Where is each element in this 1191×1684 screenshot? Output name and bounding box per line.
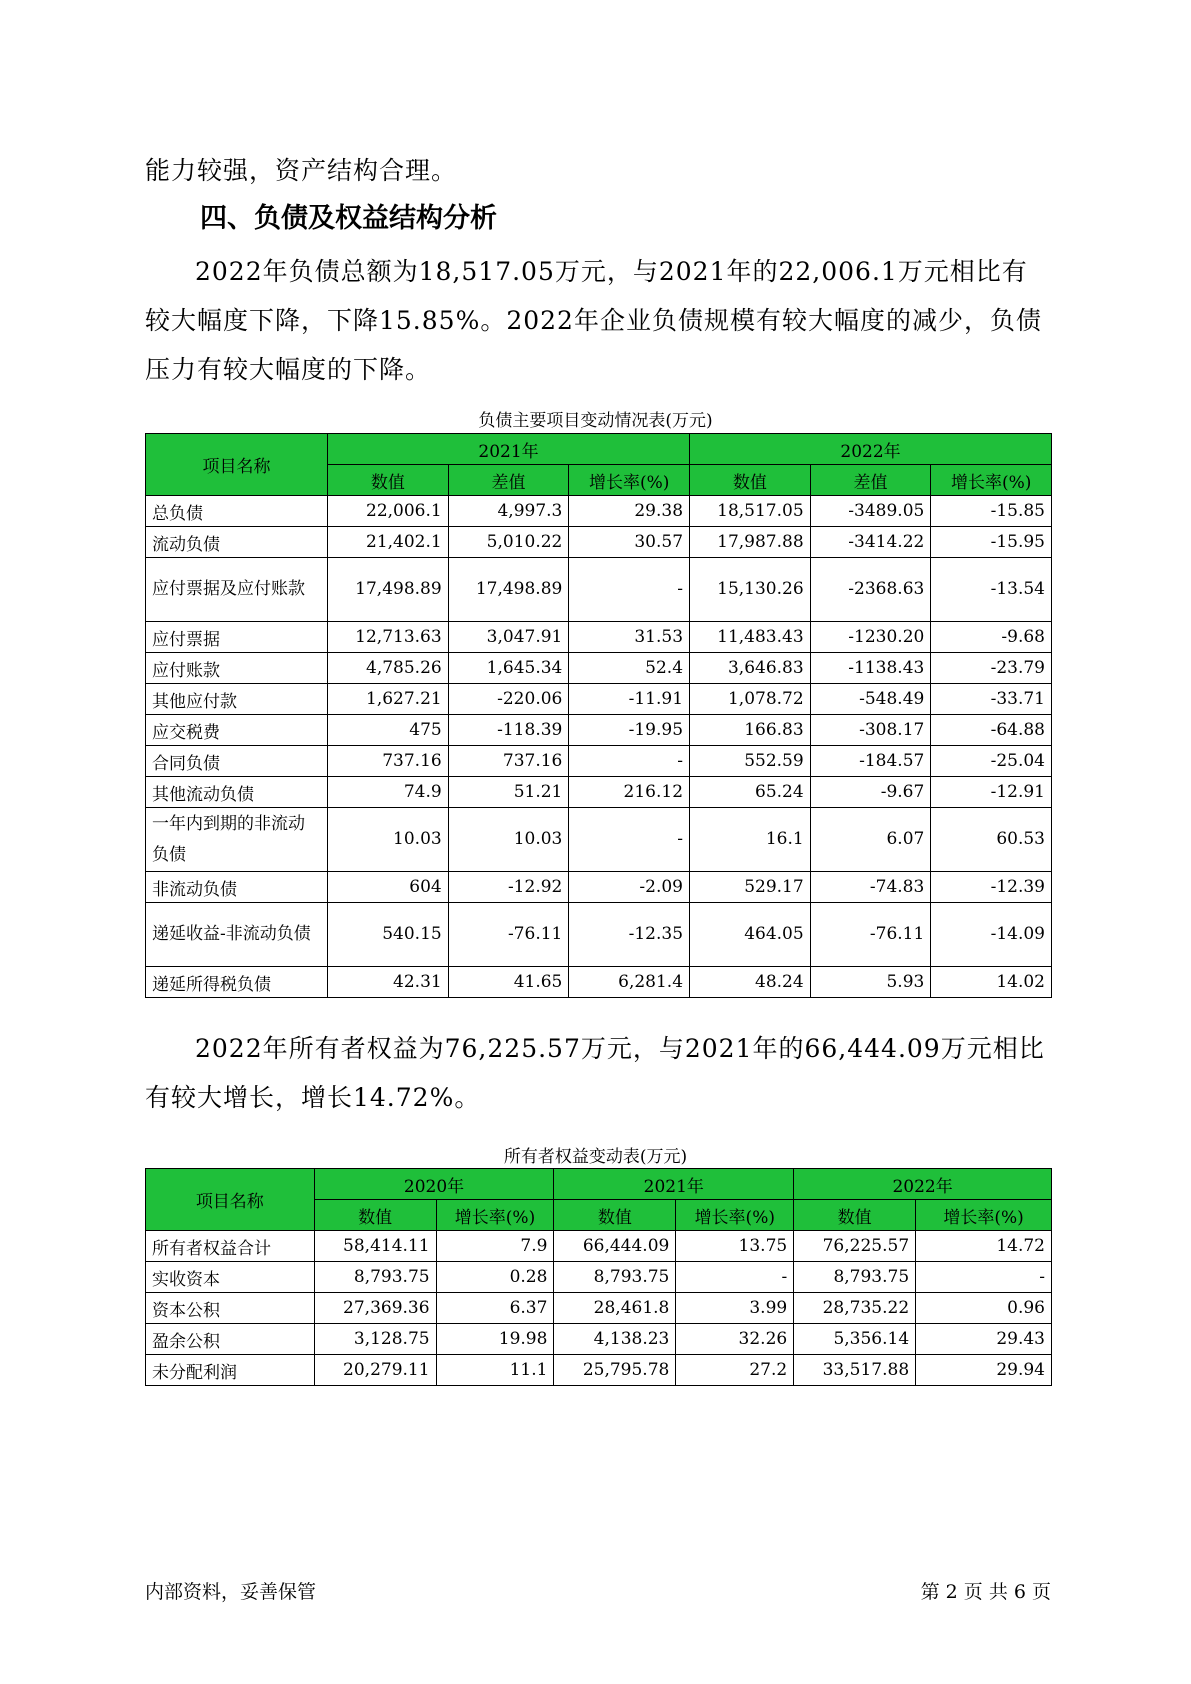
table-cell: -11.91: [569, 684, 690, 715]
table-row: [146, 558, 1052, 622]
table-cell: -184.57: [810, 746, 931, 777]
table-cell: 20,279.11: [314, 1355, 436, 1386]
table-cell: 166.83: [690, 715, 811, 746]
table-cell: -15.95: [931, 527, 1052, 558]
footer-confidential: 内部资料，妥善保管: [145, 1581, 317, 1603]
table-cell: 604: [328, 872, 449, 903]
table-cell: 25,795.78: [554, 1355, 676, 1386]
row-label: 总负债: [146, 496, 328, 527]
table-cell: 11.1: [436, 1355, 554, 1386]
table-row: [146, 496, 1052, 527]
table2-body: [146, 1231, 1052, 1386]
table-cell: -9.68: [931, 622, 1052, 653]
table-row: [146, 903, 1052, 967]
table-cell: 42.31: [328, 967, 449, 998]
table2-year-header: 2020年: [314, 1169, 554, 1200]
table-cell: -15.85: [931, 496, 1052, 527]
table-cell: 41.65: [448, 967, 569, 998]
row-label: 递延收益-非流动负债: [146, 903, 328, 967]
table-cell: 31.53: [569, 622, 690, 653]
table-cell: 3.99: [676, 1293, 794, 1324]
table-cell: 76,225.57: [794, 1231, 916, 1262]
equity-table: [145, 1168, 1052, 1386]
table-cell: 29.94: [916, 1355, 1052, 1386]
table2-caption: 所有者权益变动表(万元): [503, 1147, 688, 1167]
table-cell: 28,461.8: [554, 1293, 676, 1324]
table1-subheader: 差值: [448, 465, 569, 496]
table-cell: 22,006.1: [328, 496, 449, 527]
table-row: [146, 622, 1052, 653]
table-row: [146, 715, 1052, 746]
table-cell: 6.37: [436, 1293, 554, 1324]
table-cell: -13.54: [931, 558, 1052, 622]
table1-year-header: 2021年: [328, 434, 690, 465]
table1-caption: 负债主要项目变动情况表(万元): [478, 411, 713, 431]
table2-year-header: 2022年: [794, 1169, 1052, 1200]
table-row: [146, 1262, 1052, 1293]
table-cell: 29.43: [916, 1324, 1052, 1355]
row-label: 未分配利润: [146, 1355, 315, 1386]
row-label: 其他流动负债: [146, 777, 328, 808]
row-label: 盈余公积: [146, 1324, 315, 1355]
table-cell: -33.71: [931, 684, 1052, 715]
table1-subheader: 增长率(%): [569, 465, 690, 496]
table-row: [146, 777, 1052, 808]
table-cell: -2368.63: [810, 558, 931, 622]
table-cell: 14.72: [916, 1231, 1052, 1262]
table-cell: 4,138.23: [554, 1324, 676, 1355]
table-cell: -9.67: [810, 777, 931, 808]
table-cell: 1,078.72: [690, 684, 811, 715]
table-cell: -118.39: [448, 715, 569, 746]
table-cell: 28,735.22: [794, 1293, 916, 1324]
row-label: 所有者权益合计: [146, 1231, 315, 1262]
table-cell: 464.05: [690, 903, 811, 967]
table-cell: 13.75: [676, 1231, 794, 1262]
table-cell: 737.16: [448, 746, 569, 777]
table-cell: -14.09: [931, 903, 1052, 967]
table-cell: 552.59: [690, 746, 811, 777]
table2-subheader: 增长率(%): [436, 1200, 554, 1231]
footer-page-number: 第 2 页 共 6 页: [920, 1581, 1051, 1603]
table-cell: 6.07: [810, 808, 931, 872]
table-cell: 12,713.63: [328, 622, 449, 653]
table-cell: 540.15: [328, 903, 449, 967]
table-cell: 10.03: [448, 808, 569, 872]
table-row: [146, 746, 1052, 777]
row-label: 合同负债: [146, 746, 328, 777]
table-cell: 1,627.21: [328, 684, 449, 715]
table-cell: -1230.20: [810, 622, 931, 653]
table-row: [146, 684, 1052, 715]
table-cell: -76.11: [448, 903, 569, 967]
table-cell: 0.28: [436, 1262, 554, 1293]
table-row: [146, 967, 1052, 998]
row-label: 应交税费: [146, 715, 328, 746]
table-cell: -3414.22: [810, 527, 931, 558]
table-cell: 10.03: [328, 808, 449, 872]
table-cell: 48.24: [690, 967, 811, 998]
table-cell: -12.91: [931, 777, 1052, 808]
table-cell: 1,645.34: [448, 653, 569, 684]
table-cell: -76.11: [810, 903, 931, 967]
table1-subheader: 差值: [810, 465, 931, 496]
table-row: [146, 1324, 1052, 1355]
table-row: [146, 527, 1052, 558]
equity-paragraph: 2022年所有者权益为76,225.57万元，与2021年的66,444.09万元相比有较大增长，增长14.72%。: [145, 1034, 1045, 1112]
table-cell: 19.98: [436, 1324, 554, 1355]
table2-subheader: 增长率(%): [916, 1200, 1052, 1231]
row-label: 流动负债: [146, 527, 328, 558]
table-cell: 3,047.91: [448, 622, 569, 653]
table-cell: 52.4: [569, 653, 690, 684]
table1-body: [146, 496, 1052, 998]
table-cell: 5,356.14: [794, 1324, 916, 1355]
table2-subheader: 数值: [794, 1200, 916, 1231]
table-cell: 27.2: [676, 1355, 794, 1386]
table-cell: -2.09: [569, 872, 690, 903]
table-cell: 60.53: [931, 808, 1052, 872]
table-cell: 529.17: [690, 872, 811, 903]
table-cell: 6,281.4: [569, 967, 690, 998]
table-cell: 3,646.83: [690, 653, 811, 684]
table-cell: 3,128.75: [314, 1324, 436, 1355]
table2-subheader: 数值: [314, 1200, 436, 1231]
table-cell: -548.49: [810, 684, 931, 715]
row-label: 递延所得税负债: [146, 967, 328, 998]
table-cell: -19.95: [569, 715, 690, 746]
liability-paragraph: 2022年负债总额为18,517.05万元，与2021年的22,006.1万元相比有较大幅度下降，下降15.85%。2022年企业负债规模有较大幅度的减少，负债压力有较大幅度的下降。: [145, 257, 1042, 384]
row-label: 应付票据及应付账款: [146, 558, 328, 622]
table1-subheader: 数值: [690, 465, 811, 496]
table-row: [146, 872, 1052, 903]
table-cell: -25.04: [931, 746, 1052, 777]
table-cell: 58,414.11: [314, 1231, 436, 1262]
table-row: [146, 1231, 1052, 1262]
table-cell: -23.79: [931, 653, 1052, 684]
table2-year-header: 2021年: [554, 1169, 794, 1200]
table-cell: 7.9: [436, 1231, 554, 1262]
table-row: [146, 1355, 1052, 1386]
row-label: 应付票据: [146, 622, 328, 653]
table-cell: 17,498.89: [328, 558, 449, 622]
table2-item-header: 项目名称: [146, 1169, 315, 1231]
table-cell: 216.12: [569, 777, 690, 808]
table-row: [146, 808, 1052, 872]
table-row: [146, 653, 1052, 684]
row-label: 其他应付款: [146, 684, 328, 715]
table1-year-header: 2022年: [690, 434, 1052, 465]
table1-item-header: 项目名称: [146, 434, 328, 496]
liability-table: [145, 433, 1052, 998]
table2-subheader: 数值: [554, 1200, 676, 1231]
table-cell: -3489.05: [810, 496, 931, 527]
table-cell: 66,444.09: [554, 1231, 676, 1262]
row-label: 应付账款: [146, 653, 328, 684]
row-label: 实收资本: [146, 1262, 315, 1293]
table-cell: 4,785.26: [328, 653, 449, 684]
table-cell: 475: [328, 715, 449, 746]
table-cell: -: [916, 1262, 1052, 1293]
table-cell: 65.24: [690, 777, 811, 808]
table-cell: 8,793.75: [794, 1262, 916, 1293]
table-cell: -12.35: [569, 903, 690, 967]
table-cell: -308.17: [810, 715, 931, 746]
row-label: 资本公积: [146, 1293, 315, 1324]
table-cell: -220.06: [448, 684, 569, 715]
table-cell: 32.26: [676, 1324, 794, 1355]
table-cell: 737.16: [328, 746, 449, 777]
table-cell: -: [569, 558, 690, 622]
table-cell: 30.57: [569, 527, 690, 558]
table-cell: 17,987.88: [690, 527, 811, 558]
table-cell: 27,369.36: [314, 1293, 436, 1324]
table-cell: 8,793.75: [554, 1262, 676, 1293]
table-cell: 51.21: [448, 777, 569, 808]
table-cell: -: [569, 808, 690, 872]
table-cell: 74.9: [328, 777, 449, 808]
table-cell: 17,498.89: [448, 558, 569, 622]
intro-tail: 能力较强，资产结构合理。: [145, 156, 458, 185]
table-cell: -12.92: [448, 872, 569, 903]
table-cell: 15,130.26: [690, 558, 811, 622]
table-cell: 0.96: [916, 1293, 1052, 1324]
table-cell: 18,517.05: [690, 496, 811, 527]
table-cell: -: [676, 1262, 794, 1293]
row-label: 非流动负债: [146, 872, 328, 903]
table-row: [146, 1293, 1052, 1324]
table-cell: 21,402.1: [328, 527, 449, 558]
table-cell: 8,793.75: [314, 1262, 436, 1293]
table-cell: 33,517.88: [794, 1355, 916, 1386]
table1-subheader: 增长率(%): [931, 465, 1052, 496]
table-cell: 29.38: [569, 496, 690, 527]
table-cell: 5,010.22: [448, 527, 569, 558]
table-cell: 16.1: [690, 808, 811, 872]
table-cell: -: [569, 746, 690, 777]
table-cell: 11,483.43: [690, 622, 811, 653]
table-cell: 4,997.3: [448, 496, 569, 527]
table-cell: 14.02: [931, 967, 1052, 998]
table-cell: -64.88: [931, 715, 1052, 746]
table-cell: 5.93: [810, 967, 931, 998]
section-heading: 四、负债及权益结构分析: [200, 203, 497, 234]
row-label: 一年内到期的非流动负债: [146, 808, 328, 872]
table2-subheader: 增长率(%): [676, 1200, 794, 1231]
table-cell: -1138.43: [810, 653, 931, 684]
table1-subheader: 数值: [328, 465, 449, 496]
table-cell: -74.83: [810, 872, 931, 903]
table-cell: -12.39: [931, 872, 1052, 903]
